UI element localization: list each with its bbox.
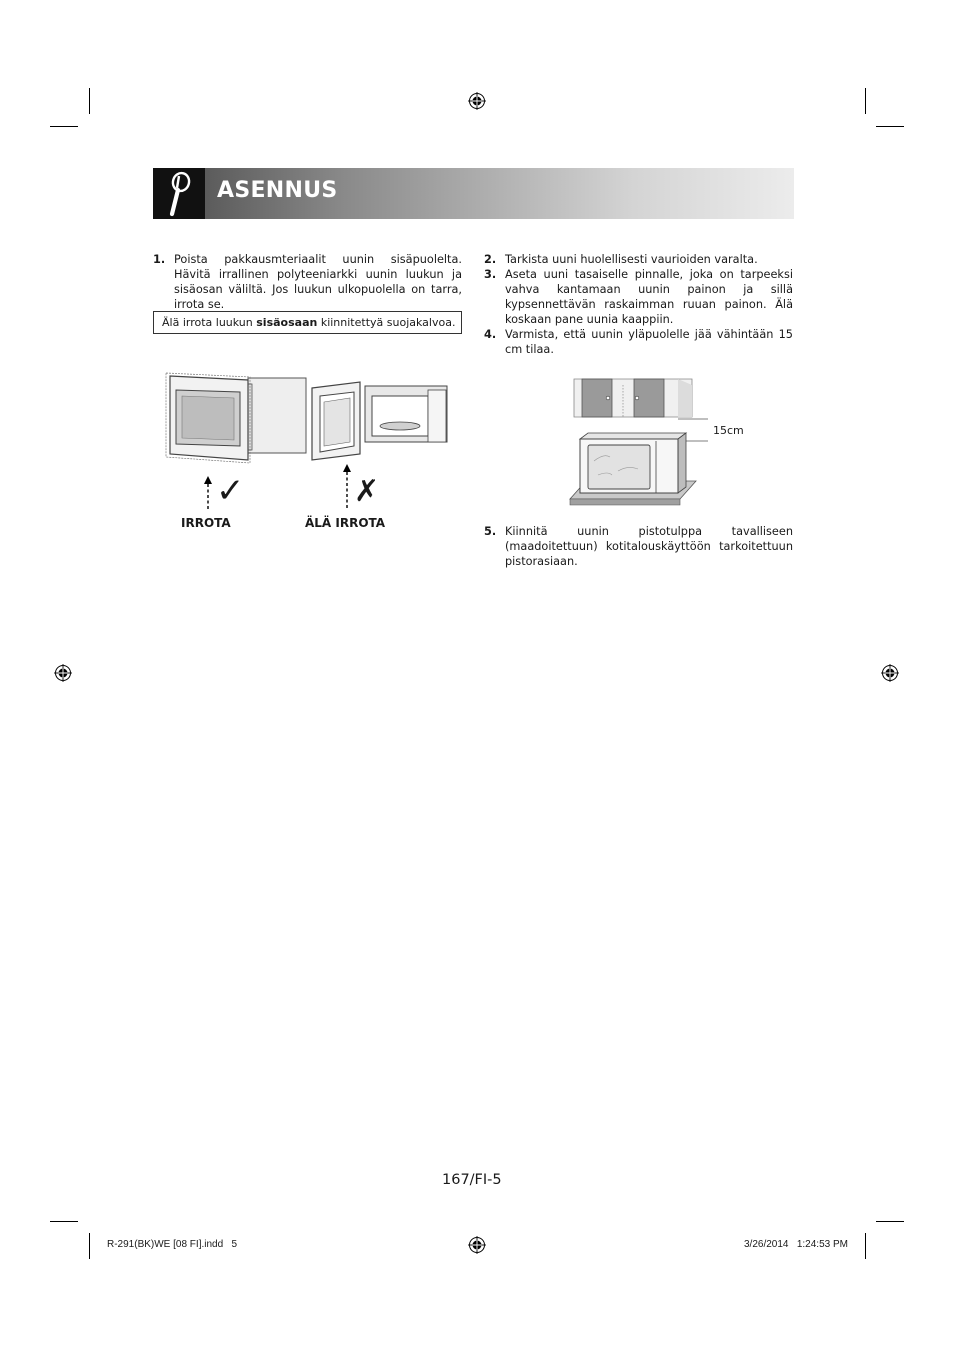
note-text-before: Älä irrota luukun (162, 316, 257, 329)
registration-mark-icon (468, 92, 486, 110)
crop-mark (50, 126, 78, 127)
registration-mark-icon (468, 1236, 486, 1254)
arrow-up-icon (342, 464, 352, 510)
microwave-door-illustration (160, 368, 455, 468)
step-number: 2. (484, 253, 497, 266)
step-text: Kiinnitä uunin pistotulppa tavalliseen (maadoitettuun) kotitalouskäyttöön tarkoitettuun pistorasiaan. (505, 525, 793, 568)
step-4 (484, 327, 793, 357)
slug-timestamp: 3/26/2014 1:24:53 PM (744, 1239, 848, 1250)
step-text: Tarkista uuni huolellisesti vaurioiden varalta. (505, 253, 758, 266)
step-text: Varmista, että uunin yläpuolelle jää vähintään 15 cm tilaa. (505, 328, 793, 356)
arrow-up-icon (203, 476, 213, 510)
warning-note (153, 311, 462, 334)
step-text: Poista pakkausmteriaalit uunin sisäpuolelta. Hävitä irrallinen polyteeniarkki uunin luukun ja sisäosan väliltä. Jos luukun ulkopuolella on tarra, irrota se. (174, 253, 462, 311)
page-title: ASENNUS (217, 178, 338, 203)
step-3 (484, 267, 793, 327)
note-text-after: kiinnitettyä suojakalvoa. (317, 316, 456, 329)
clearance-label: 15cm (713, 424, 744, 437)
header-icon-box (153, 168, 205, 219)
label-remove: IRROTA (181, 516, 231, 530)
step-number: 5. (484, 525, 497, 538)
step-5 (484, 524, 793, 568)
cross-icon: ✗ (354, 474, 380, 509)
step-text: Aseta uuni tasaiselle pinnalle, joka on tarpeeksi vahva kantamaan uunin painon ja sillä kypsennettävän raskaimman ruuan painon. Älä koskaan pane uunia kaappiin. (505, 268, 793, 326)
step-number: 3. (484, 268, 497, 281)
registration-mark-icon (881, 664, 899, 682)
crop-mark (876, 126, 904, 127)
clearance-illustration (568, 375, 708, 510)
checkmark-icon: ✓ (216, 471, 245, 511)
label-do-not-remove: ÄLÄ IRROTA (305, 516, 386, 530)
slug-filename: R-291(BK)WE [08 FI].indd 5 (107, 1239, 238, 1250)
section-header (153, 168, 794, 219)
crop-mark (89, 88, 90, 114)
step-1 (153, 252, 462, 311)
crop-mark (865, 88, 866, 114)
crop-mark (89, 1233, 90, 1259)
page-number: 167/FI-5 (442, 1172, 502, 1188)
crop-mark (876, 1221, 904, 1222)
step-2 (484, 252, 793, 267)
registration-mark-icon (54, 664, 72, 682)
step-number: 4. (484, 328, 497, 341)
step-number: 1. (153, 253, 166, 266)
note-text-bold: sisäosaan (256, 316, 318, 329)
crop-mark (50, 1221, 78, 1222)
wrench-icon (153, 168, 205, 219)
crop-mark (865, 1233, 866, 1259)
